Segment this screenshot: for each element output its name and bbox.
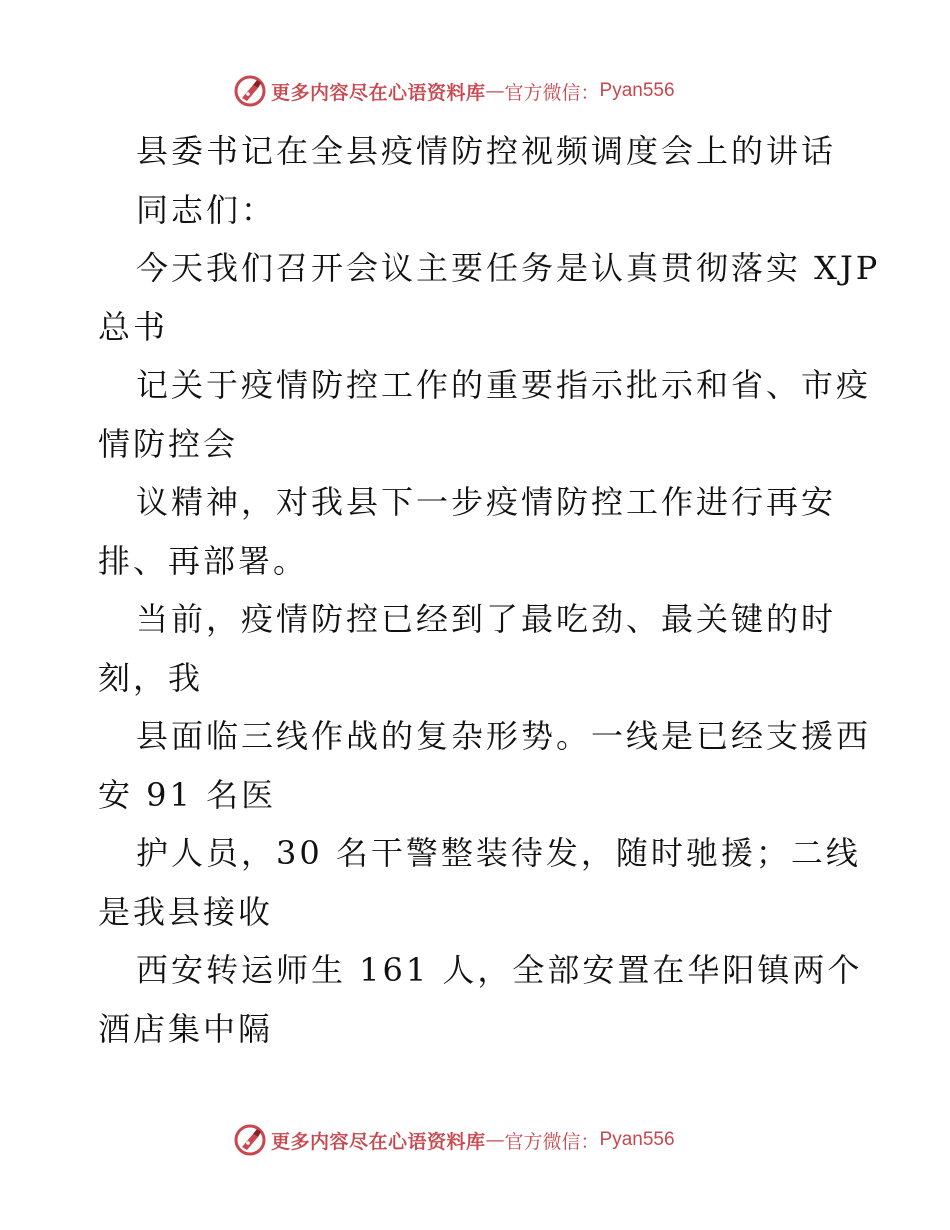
banner-wechat-label: 官方微信： (504, 1130, 600, 1153)
text-line: 县面临三线作战的复杂形势。一线是已经支援西 (136, 717, 872, 755)
text-line: 记关于疫情防控工作的重要指示批示和省、市疫 (136, 366, 872, 404)
pen-nib-icon (233, 1123, 267, 1157)
text-line: 安 91 名医 (98, 775, 277, 814)
banner-slogan: 更多内容尽在心语资料库 (271, 81, 486, 104)
salutation: 同志们： (136, 190, 277, 229)
speech-text (98, 122, 881, 1058)
text-line: 情防控会 (98, 424, 239, 463)
banner-separator: — (485, 1129, 505, 1151)
text-line: 总书 (98, 307, 169, 346)
text-line: 当前，疫情防控已经到了最吃劲、最关键的时 (136, 600, 837, 638)
text-line: 西安转运师生 161 人，全部安置在华阳镇两个 (136, 951, 863, 989)
text-line: 排、再部署。 (98, 541, 309, 580)
banner-separator: — (485, 80, 505, 102)
banner-wechat-label: 官方微信： (504, 81, 600, 104)
text-line: 是我县接收 (98, 892, 274, 931)
text-line: 护人员，30 名干警整装待发，随时驰援；二线 (136, 834, 861, 872)
text-line: 酒店集中隔 (98, 1009, 274, 1048)
document-title: 县委书记在全县疫情防控视频调度会上的讲话 (136, 132, 837, 170)
text-line: 今天我们召开会议主要任务是认真贯彻落实 XJP (136, 249, 881, 287)
text-line: 议精神，对我县下一步疫情防控工作进行再安 (136, 483, 837, 521)
banner-wechat-id: Pyan556 (599, 80, 675, 101)
banner-wechat-id: Pyan556 (599, 1129, 675, 1150)
header-banner (233, 73, 675, 109)
footer-banner (233, 1122, 675, 1158)
pen-nib-icon (233, 74, 267, 108)
banner-slogan: 更多内容尽在心语资料库 (271, 1130, 486, 1153)
text-line: 刻，我 (98, 658, 204, 697)
